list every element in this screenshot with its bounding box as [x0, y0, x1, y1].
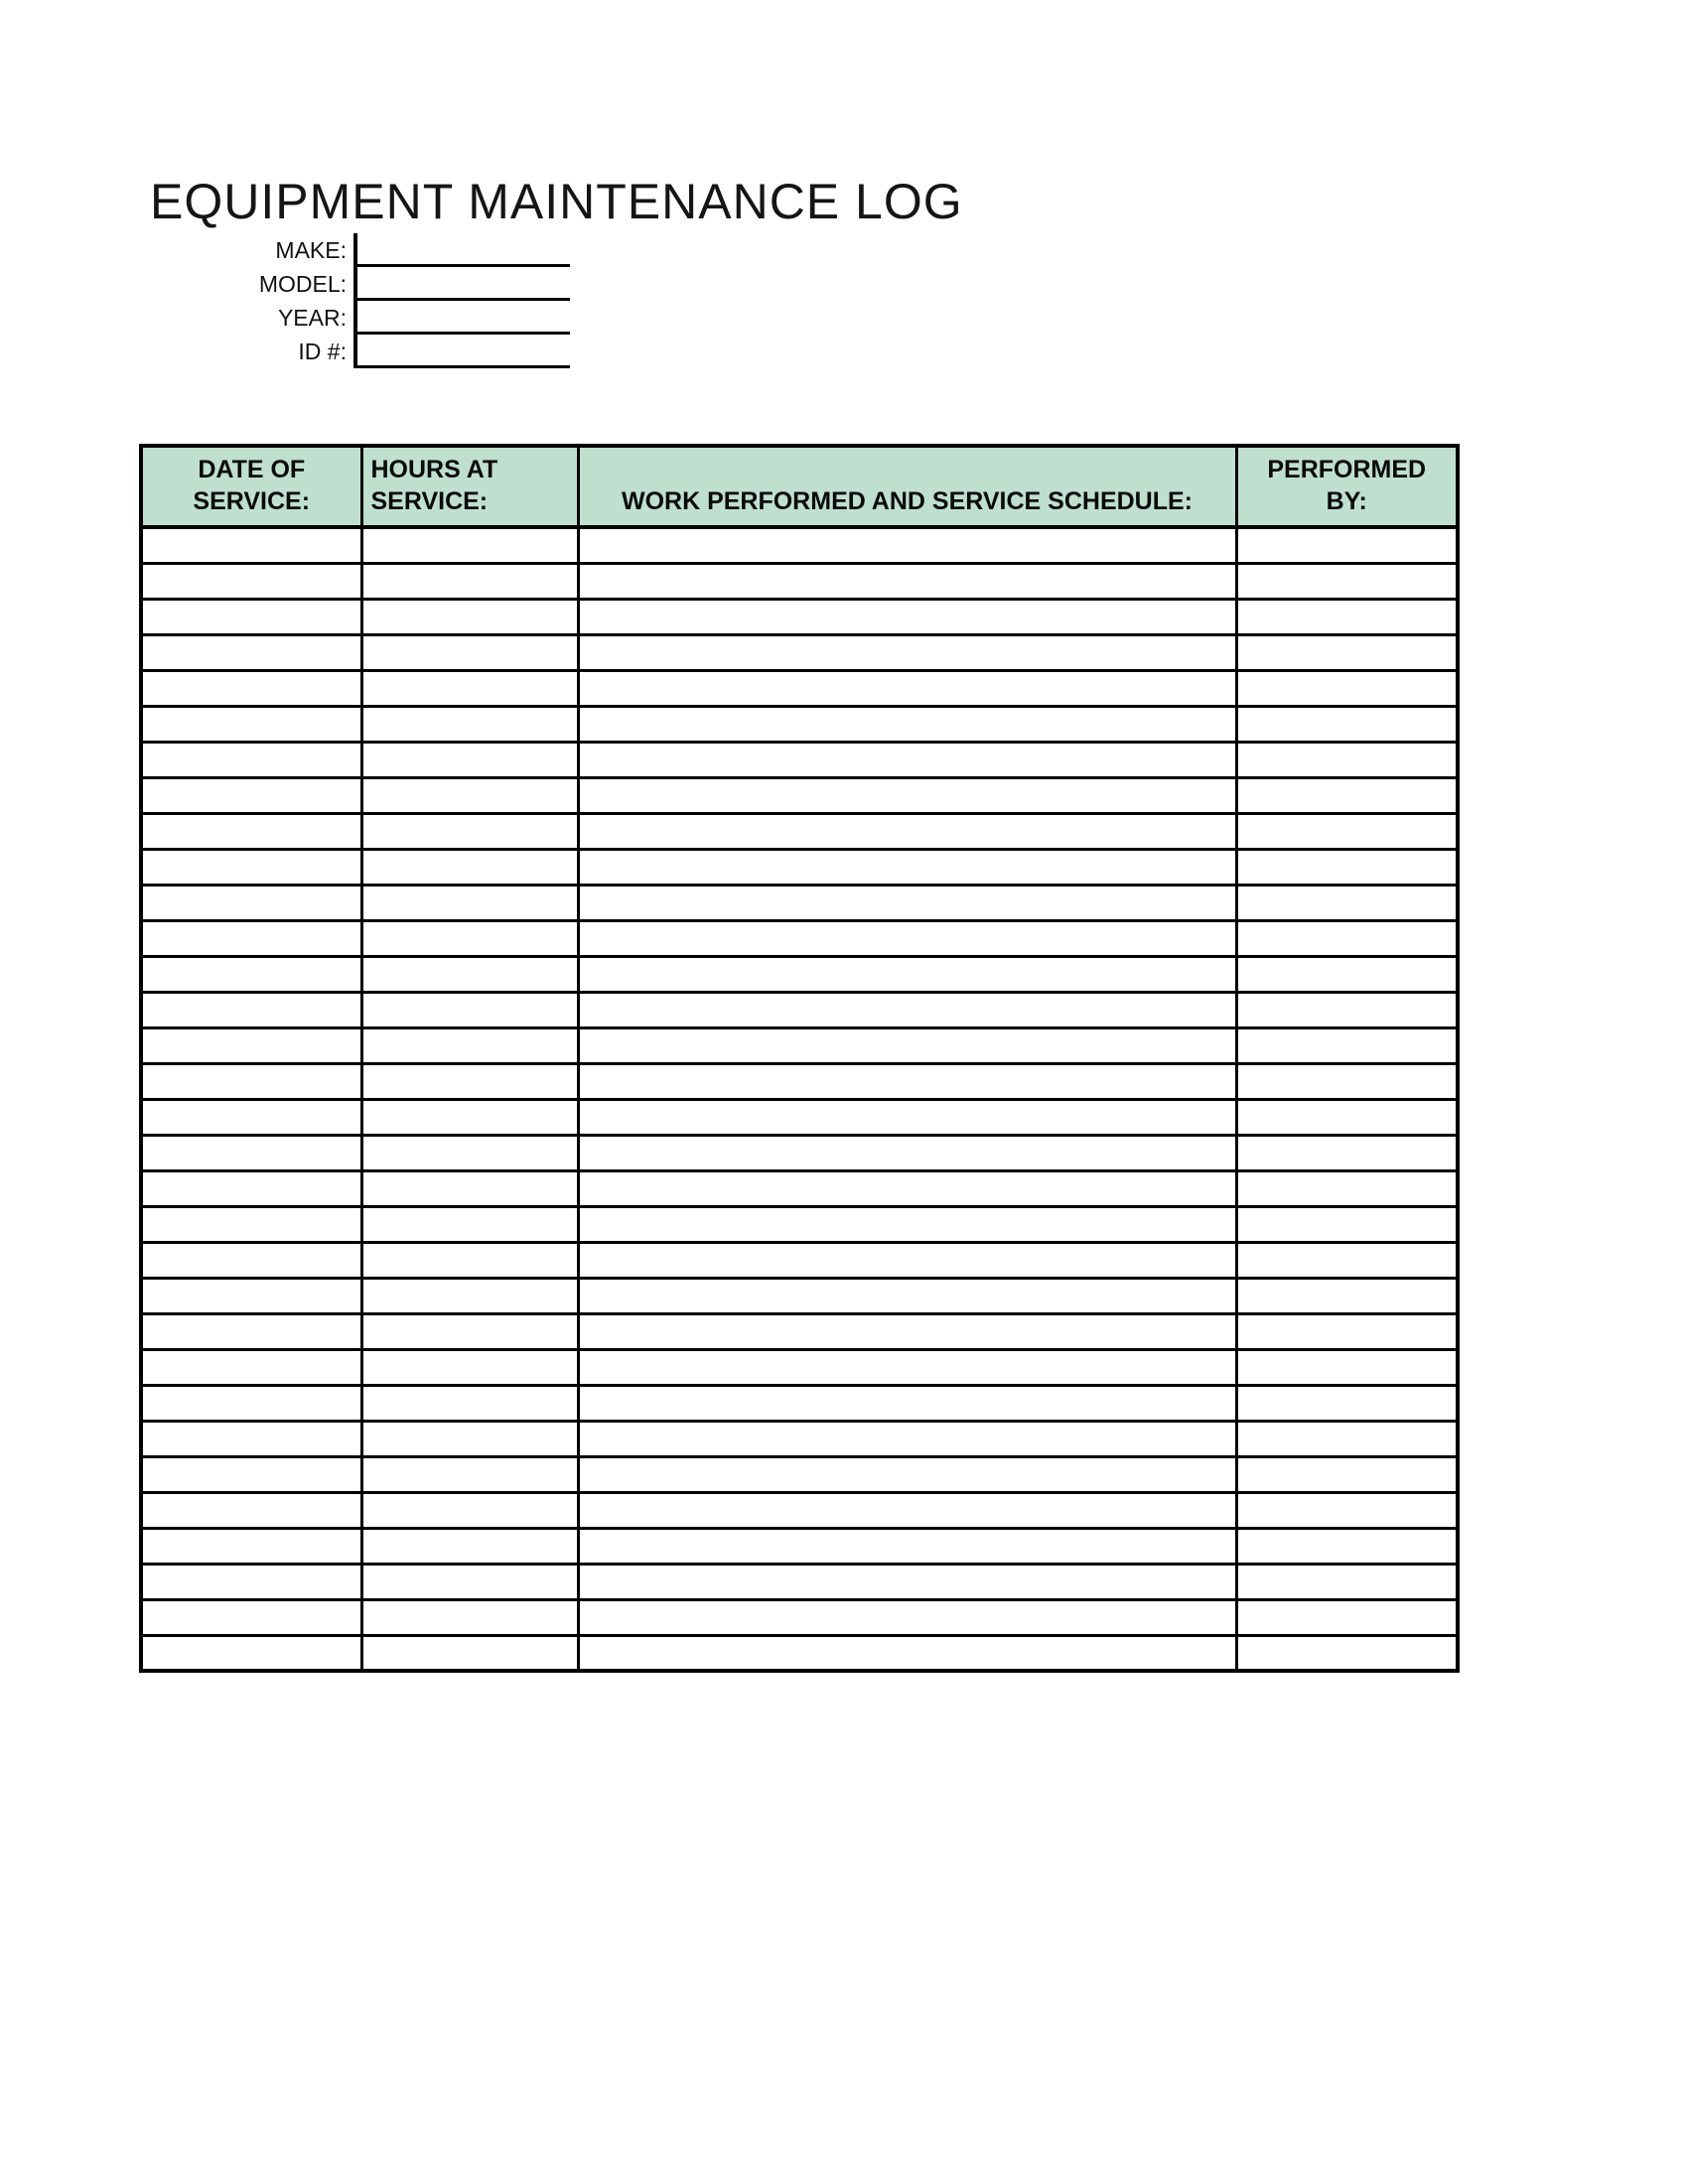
cell-performed-by[interactable]	[1236, 1492, 1458, 1528]
cell-date-of-service[interactable]	[141, 706, 361, 742]
cell-work-performed[interactable]	[578, 1492, 1236, 1528]
cell-hours-at-service[interactable]	[361, 1313, 578, 1349]
cell-performed-by[interactable]	[1236, 1385, 1458, 1421]
cell-date-of-service[interactable]	[141, 1349, 361, 1385]
cell-performed-by[interactable]	[1236, 1456, 1458, 1492]
cell-hours-at-service[interactable]	[361, 777, 578, 813]
id-number-input[interactable]	[353, 335, 570, 368]
model-label: MODEL:	[258, 271, 347, 297]
cell-hours-at-service[interactable]	[361, 1135, 578, 1170]
cell-hours-at-service[interactable]	[361, 1635, 578, 1671]
table-row	[141, 1456, 1458, 1492]
cell-performed-by[interactable]	[1236, 849, 1458, 885]
cell-performed-by[interactable]	[1236, 1063, 1458, 1099]
cell-date-of-service[interactable]	[141, 885, 361, 920]
cell-hours-at-service[interactable]	[361, 1349, 578, 1385]
cell-work-performed[interactable]	[578, 777, 1236, 813]
cell-performed-by[interactable]	[1236, 1599, 1458, 1635]
cell-hours-at-service[interactable]	[361, 1027, 578, 1063]
table-row	[141, 1063, 1458, 1099]
cell-date-of-service[interactable]	[141, 599, 361, 634]
cell-hours-at-service[interactable]	[361, 1099, 578, 1135]
field-row-id	[0, 335, 570, 368]
cell-date-of-service[interactable]	[141, 1456, 361, 1492]
cell-hours-at-service[interactable]	[361, 670, 578, 706]
cell-performed-by[interactable]	[1236, 956, 1458, 992]
cell-date-of-service[interactable]	[141, 1206, 361, 1242]
year-label: YEAR:	[277, 305, 347, 331]
cell-hours-at-service[interactable]	[361, 1206, 578, 1242]
table-row	[141, 670, 1458, 706]
cell-work-performed[interactable]	[578, 706, 1236, 742]
table-row	[141, 634, 1458, 670]
cell-hours-at-service[interactable]	[361, 920, 578, 956]
cell-performed-by[interactable]	[1236, 813, 1458, 849]
cell-hours-at-service[interactable]	[361, 1278, 578, 1313]
cell-work-performed[interactable]	[578, 1278, 1236, 1313]
cell-work-performed[interactable]	[578, 1349, 1236, 1385]
cell-work-performed[interactable]	[578, 599, 1236, 634]
cell-date-of-service[interactable]	[141, 1564, 361, 1599]
cell-hours-at-service[interactable]	[361, 849, 578, 885]
cell-performed-by[interactable]	[1236, 1313, 1458, 1349]
cell-work-performed[interactable]	[578, 1385, 1236, 1421]
table-row	[141, 1027, 1458, 1063]
cell-performed-by[interactable]	[1236, 1564, 1458, 1599]
table-row	[141, 1206, 1458, 1242]
table-row	[141, 1599, 1458, 1635]
cell-performed-by[interactable]	[1236, 1242, 1458, 1278]
cell-hours-at-service[interactable]	[361, 1385, 578, 1421]
table-row	[141, 1135, 1458, 1170]
cell-work-performed[interactable]	[578, 1206, 1236, 1242]
cell-date-of-service[interactable]	[141, 813, 361, 849]
cell-performed-by[interactable]	[1236, 742, 1458, 777]
cell-work-performed[interactable]	[578, 1099, 1236, 1135]
cell-performed-by[interactable]	[1236, 527, 1458, 563]
cell-date-of-service[interactable]	[141, 1492, 361, 1528]
cell-date-of-service[interactable]	[141, 1242, 361, 1278]
id-number-label: ID #:	[298, 339, 347, 364]
cell-hours-at-service[interactable]	[361, 1456, 578, 1492]
cell-hours-at-service[interactable]	[361, 1170, 578, 1206]
cell-date-of-service[interactable]	[141, 1170, 361, 1206]
table-row	[141, 1349, 1458, 1385]
cell-performed-by[interactable]	[1236, 1421, 1458, 1456]
cell-date-of-service[interactable]	[141, 563, 361, 599]
cell-date-of-service[interactable]	[141, 1528, 361, 1564]
table-row	[141, 885, 1458, 920]
model-input[interactable]	[353, 267, 570, 301]
table-row	[141, 849, 1458, 885]
table-row	[141, 563, 1458, 599]
cell-date-of-service[interactable]	[141, 1635, 361, 1671]
cell-date-of-service[interactable]	[141, 1027, 361, 1063]
table-row	[141, 599, 1458, 634]
cell-performed-by[interactable]	[1236, 1206, 1458, 1242]
cell-work-performed[interactable]	[578, 1313, 1236, 1349]
cell-work-performed[interactable]	[578, 1599, 1236, 1635]
column-header-date-of-service: DATE OF SERVICE:	[141, 446, 361, 527]
table-row	[141, 1564, 1458, 1599]
cell-work-performed[interactable]	[578, 670, 1236, 706]
cell-work-performed[interactable]	[578, 1635, 1236, 1671]
table-row	[141, 1313, 1458, 1349]
cell-hours-at-service[interactable]	[361, 885, 578, 920]
cell-work-performed[interactable]	[578, 563, 1236, 599]
field-row-make	[0, 233, 570, 267]
cell-performed-by[interactable]	[1236, 1278, 1458, 1313]
maintenance-log-table	[139, 444, 1460, 1673]
table-row	[141, 920, 1458, 956]
table-header-row	[141, 446, 1458, 527]
cell-work-performed[interactable]	[578, 634, 1236, 670]
table-row	[141, 1492, 1458, 1528]
cell-date-of-service[interactable]	[141, 1313, 361, 1349]
cell-date-of-service[interactable]	[141, 742, 361, 777]
cell-hours-at-service[interactable]	[361, 599, 578, 634]
cell-performed-by[interactable]	[1236, 670, 1458, 706]
cell-work-performed[interactable]	[578, 849, 1236, 885]
cell-performed-by[interactable]	[1236, 706, 1458, 742]
cell-work-performed[interactable]	[578, 1456, 1236, 1492]
table-row	[141, 1421, 1458, 1456]
table-row	[141, 706, 1458, 742]
cell-performed-by[interactable]	[1236, 1027, 1458, 1063]
cell-date-of-service[interactable]	[141, 1421, 361, 1456]
cell-performed-by[interactable]	[1236, 599, 1458, 634]
cell-work-performed[interactable]	[578, 885, 1236, 920]
cell-date-of-service[interactable]	[141, 1135, 361, 1170]
cell-date-of-service[interactable]	[141, 1278, 361, 1313]
column-header-performed-by: PERFORMED BY:	[1236, 446, 1458, 527]
cell-date-of-service[interactable]	[141, 527, 361, 563]
cell-work-performed[interactable]	[578, 1170, 1236, 1206]
make-input[interactable]	[353, 233, 570, 267]
cell-date-of-service[interactable]	[141, 992, 361, 1027]
cell-performed-by[interactable]	[1236, 563, 1458, 599]
cell-hours-at-service[interactable]	[361, 1564, 578, 1599]
cell-performed-by[interactable]	[1236, 1135, 1458, 1170]
cell-performed-by[interactable]	[1236, 885, 1458, 920]
table-row	[141, 777, 1458, 813]
table-row	[141, 992, 1458, 1027]
cell-date-of-service[interactable]	[141, 670, 361, 706]
cell-work-performed[interactable]	[578, 1421, 1236, 1456]
page-title: EQUIPMENT MAINTENANCE LOG	[150, 174, 963, 229]
field-row-year	[0, 301, 570, 335]
cell-date-of-service[interactable]	[141, 1099, 361, 1135]
table-row	[141, 956, 1458, 992]
equipment-fields	[0, 233, 570, 368]
cell-hours-at-service[interactable]	[361, 1421, 578, 1456]
log-table-body	[141, 527, 1458, 1671]
cell-hours-at-service[interactable]	[361, 1528, 578, 1564]
cell-work-performed[interactable]	[578, 920, 1236, 956]
cell-performed-by[interactable]	[1236, 920, 1458, 956]
cell-work-performed[interactable]	[578, 742, 1236, 777]
cell-work-performed[interactable]	[578, 1242, 1236, 1278]
cell-work-performed[interactable]	[578, 813, 1236, 849]
column-header-work-performed: WORK PERFORMED AND SERVICE SCHEDULE:	[578, 446, 1236, 527]
cell-hours-at-service[interactable]	[361, 527, 578, 563]
table-row	[141, 527, 1458, 563]
cell-work-performed[interactable]	[578, 956, 1236, 992]
cell-performed-by[interactable]	[1236, 992, 1458, 1027]
cell-hours-at-service[interactable]	[361, 956, 578, 992]
make-label: MAKE:	[275, 237, 347, 263]
cell-work-performed[interactable]	[578, 1135, 1236, 1170]
table-row	[141, 742, 1458, 777]
cell-hours-at-service[interactable]	[361, 992, 578, 1027]
cell-date-of-service[interactable]	[141, 634, 361, 670]
cell-hours-at-service[interactable]	[361, 1063, 578, 1099]
cell-performed-by[interactable]	[1236, 1528, 1458, 1564]
cell-hours-at-service[interactable]	[361, 706, 578, 742]
table-row	[141, 1528, 1458, 1564]
cell-work-performed[interactable]	[578, 527, 1236, 563]
cell-date-of-service[interactable]	[141, 777, 361, 813]
cell-hours-at-service[interactable]	[361, 1242, 578, 1278]
cell-hours-at-service[interactable]	[361, 563, 578, 599]
cell-hours-at-service[interactable]	[361, 634, 578, 670]
table-row	[141, 1635, 1458, 1671]
table-row	[141, 1385, 1458, 1421]
cell-date-of-service[interactable]	[141, 849, 361, 885]
cell-date-of-service[interactable]	[141, 1385, 361, 1421]
table-row	[141, 1170, 1458, 1206]
cell-date-of-service[interactable]	[141, 920, 361, 956]
cell-performed-by[interactable]	[1236, 777, 1458, 813]
cell-performed-by[interactable]	[1236, 1099, 1458, 1135]
cell-hours-at-service[interactable]	[361, 813, 578, 849]
cell-performed-by[interactable]	[1236, 634, 1458, 670]
column-header-hours-at-service: HOURS AT SERVICE:	[361, 446, 578, 527]
cell-date-of-service[interactable]	[141, 1599, 361, 1635]
table-row	[141, 1099, 1458, 1135]
cell-work-performed[interactable]	[578, 1564, 1236, 1599]
table-row	[141, 1278, 1458, 1313]
cell-performed-by[interactable]	[1236, 1349, 1458, 1385]
cell-work-performed[interactable]	[578, 1063, 1236, 1099]
cell-date-of-service[interactable]	[141, 1063, 361, 1099]
table-row	[141, 1242, 1458, 1278]
cell-work-performed[interactable]	[578, 992, 1236, 1027]
cell-work-performed[interactable]	[578, 1528, 1236, 1564]
cell-date-of-service[interactable]	[141, 956, 361, 992]
table-row	[141, 813, 1458, 849]
field-row-model	[0, 267, 570, 301]
cell-performed-by[interactable]	[1236, 1170, 1458, 1206]
year-input[interactable]	[353, 301, 570, 335]
cell-work-performed[interactable]	[578, 1027, 1236, 1063]
cell-hours-at-service[interactable]	[361, 1599, 578, 1635]
cell-performed-by[interactable]	[1236, 1635, 1458, 1671]
cell-hours-at-service[interactable]	[361, 742, 578, 777]
cell-hours-at-service[interactable]	[361, 1492, 578, 1528]
